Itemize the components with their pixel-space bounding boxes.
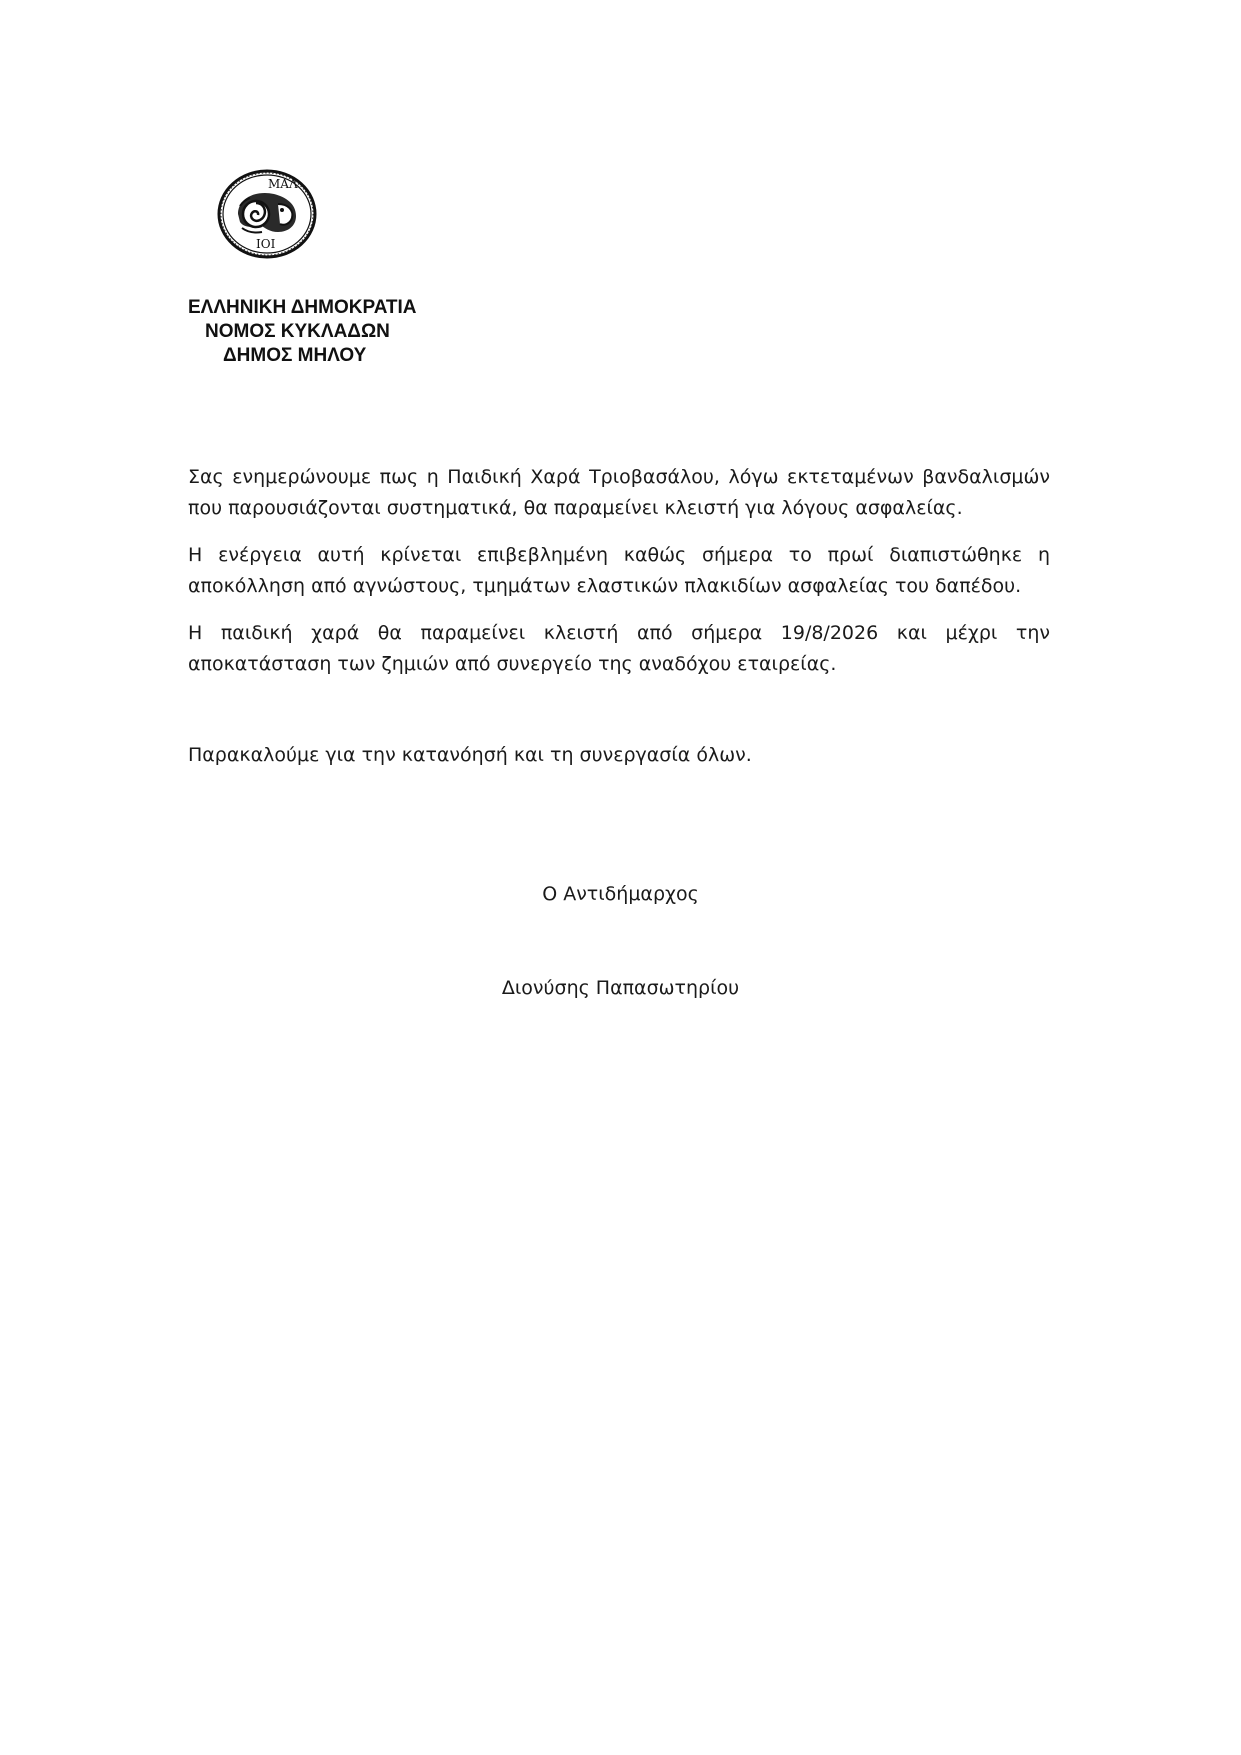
svg-text:ΜΑΛ: ΜΑΛ <box>268 177 298 191</box>
paragraph-reason: Η ενέργεια αυτή κρίνεται επιβεβλημένη καθώς σήμερα το πρωί διαπιστώθηκε η αποκόλληση από αγνώστους, τμημάτων ελαστικών πλακιδίων ασφαλείας του δαπέδου. <box>188 544 1050 597</box>
closing-line: Παρακαλούμε για την κατανόησή και τη συνεργασία όλων. <box>188 744 752 766</box>
letterhead-prefecture: ΝΟΜΟΣ ΚΥΚΛΑΔΩΝ <box>205 321 390 342</box>
signature-title-text: Ο Αντιδήμαρχος <box>542 883 699 905</box>
paragraph-closure-notice: Σας ενημερώνουμε πως η Παιδική Χαρά Τριοβασάλου, λόγω εκτεταμένων βανδαλισμών που παρουσιάζονται συστηματικά, θα παραμείνει κλειστή για λόγους ασφαλείας. <box>188 466 1050 519</box>
signature-name-text: Διονύσης Παπασωτηρίου <box>501 977 740 999</box>
letterhead-country: ΕΛΛΗΝΙΚΗ ΔΗΜΟΚΡΑΤΙΑ <box>188 297 417 318</box>
signature-name <box>0 973 1241 1004</box>
letterhead <box>188 296 488 368</box>
paragraph-duration: Η παιδική χαρά θα παραμείνει κλειστή από σήμερα 19/8/2026 και μέχρι την αποκατάσταση των ζημιών από συνεργείο της αναδόχου εταιρείας. <box>188 622 1050 675</box>
announcement-body <box>188 462 1050 696</box>
letterhead-municipality: ΔΗΜΟΣ ΜΗΛΟΥ <box>223 345 367 366</box>
svg-text:ΙΟΙ: ΙΟΙ <box>256 237 276 251</box>
ancient-coin-ram-emblem-icon <box>216 168 318 260</box>
signature-title <box>0 879 1241 910</box>
